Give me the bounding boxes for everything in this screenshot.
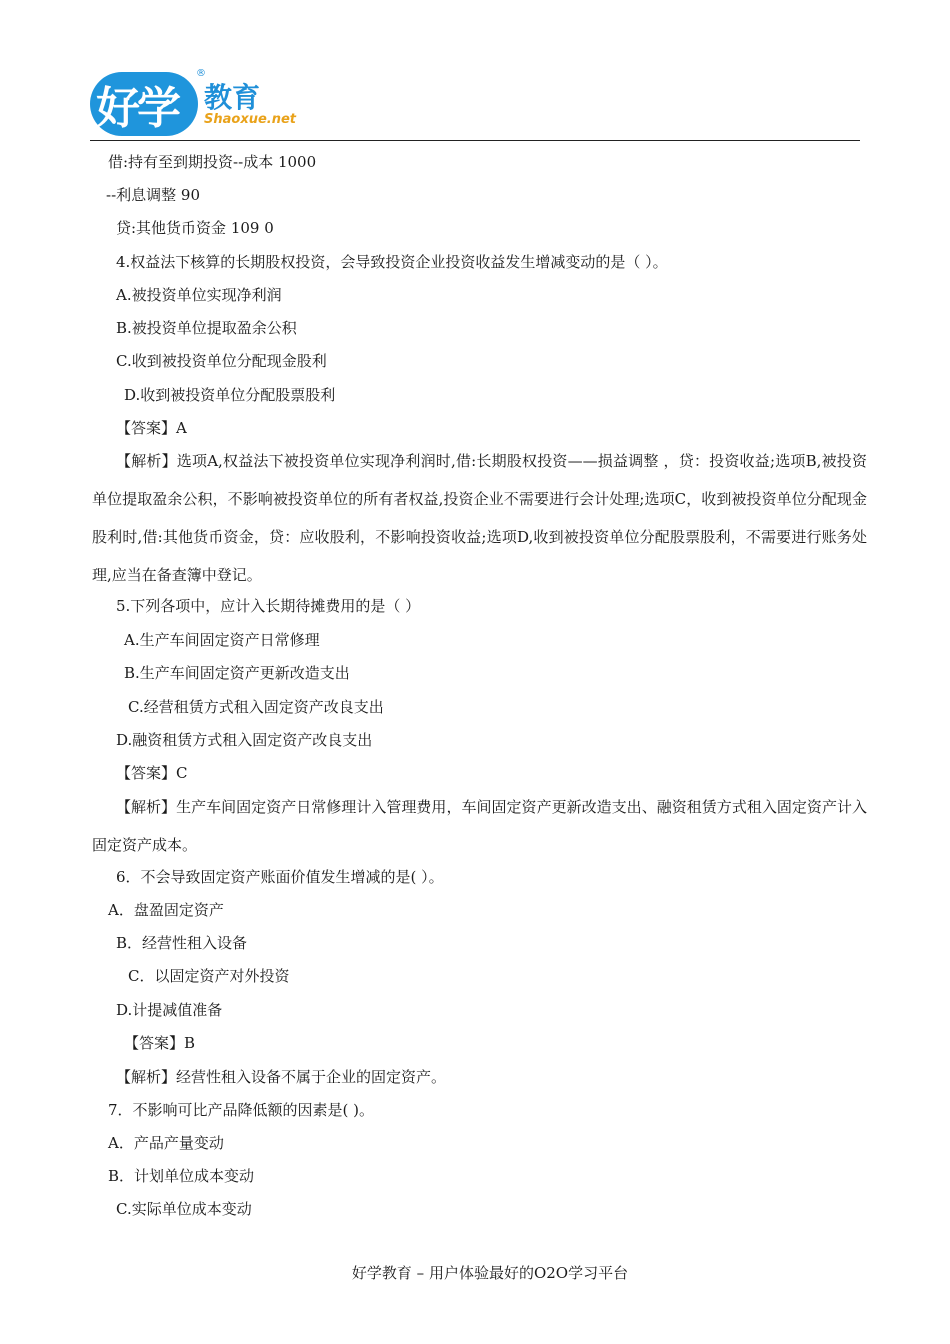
answer: 【答案】B: [124, 1034, 196, 1052]
page-footer: 好学教育 – 用户体验最好的O2O学习平台: [351, 1264, 629, 1282]
logo-main-text: 好学: [96, 83, 178, 134]
question-7: 7．不影响可比产品降低额的因素是( )。: [108, 1101, 375, 1119]
option-a: A.被投资单位实现净利润: [116, 286, 282, 304]
option-b: B.生产车间固定资产更新改造支出: [124, 664, 350, 682]
answer: 【答案】A: [116, 419, 187, 437]
text-line: --利息调整 90: [106, 186, 200, 204]
option-c: C.收到被投资单位分配现金股利: [116, 352, 327, 370]
question-5: 5.下列各项中，应计入长期待摊费用的是（ ）: [116, 597, 421, 615]
question-4: 4.权益法下核算的长期股权投资，会导致投资企业投资收益发生增减变动的是（ ）。: [116, 253, 668, 271]
option-c: C.经营租赁方式租入固定资产改良支出: [128, 698, 384, 716]
analysis-paragraph: 【解析】选项A,权益法下被投资单位实现净利润时,借:长期股权投资——损益调整 ，贷：投资收益;选项B,被投资单位提取盈余公积，不影响被投资单位的所有者权益,投资企业不需要进行会计处理;选项C，收到被投资单位分配现金股利时,借:其他货币资金，贷：应收股利，不影响投资收益;选项D,收到被投资单位分配股票股利，不需要进行账务处理,应当在备查簿中登记。: [92, 452, 867, 584]
analysis-line: 【解析】经营性租入设备不属于企业的固定资产。: [116, 1068, 447, 1086]
option-d: D.收到被投资单位分配股票股利: [124, 386, 336, 404]
option-c: C.实际单位成本变动: [116, 1200, 252, 1218]
page-header: [90, 66, 860, 142]
text-line: 借:持有至到期投资--成本 1000: [108, 153, 317, 171]
header-divider: [90, 140, 860, 141]
question-6: 6．不会导致固定资产账面价值发生增减的是( ）。: [116, 868, 444, 886]
option-d: D.融资租赁方式租入固定资产改良支出: [116, 731, 373, 749]
logo-registered-mark: ®: [196, 68, 206, 79]
option-b: B．经营性租入设备: [116, 934, 248, 952]
option-d: D.计提减值准备: [116, 1001, 223, 1019]
analysis-paragraph: 【解析】生产车间固定资产日常修理计入管理费用，车间固定资产更新改造支出、融资租赁方式租入固定资产计入固定资产成本。: [92, 798, 867, 854]
option-a: A.生产车间固定资产日常修理: [124, 631, 320, 649]
option-a: A．盘盈固定资产: [108, 901, 224, 919]
option-c: C．以固定资产对外投资: [128, 967, 290, 985]
option-b: B.被投资单位提取盈余公积: [116, 319, 297, 337]
answer: 【答案】C: [116, 764, 188, 782]
logo-url: Shaoxue.net: [204, 112, 297, 127]
logo: [90, 66, 297, 138]
logo-side-text: 教育: [204, 81, 261, 114]
option-a: A．产品产量变动: [108, 1134, 224, 1152]
text-line: 贷:其他货币资金 109 0: [116, 219, 274, 237]
option-b: B．计划单位成本变动: [108, 1167, 255, 1185]
